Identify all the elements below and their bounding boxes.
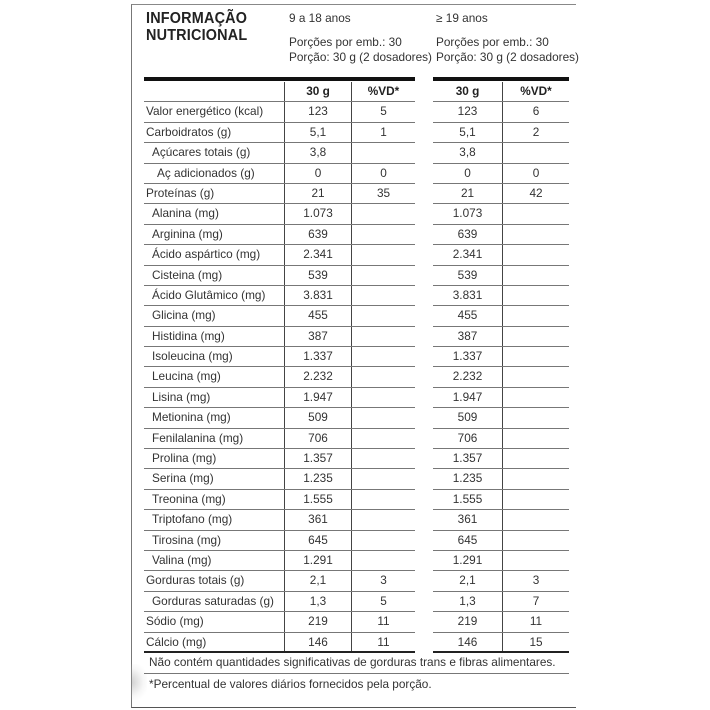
table-row [433,531,569,551]
table-row [433,388,569,408]
nutrient-name: Arginina (mg) [152,226,223,241]
group-header-children [289,11,432,65]
nutrient-quantity: 539 [284,266,351,285]
table-row [433,469,569,489]
nutrient-quantity: 639 [457,226,478,241]
table-row [144,633,415,653]
nutrient-name: Isoleucina (mg) [152,349,233,364]
table-row [433,510,569,530]
table-header-row [144,82,415,102]
nutrient-daily-value [351,408,415,427]
nutrient-quantity: 2.341 [452,247,483,262]
nutrient-quantity: 0 [464,165,471,180]
nutrient-quantity: 1.073 [284,204,351,223]
table-row [433,204,569,224]
table-row [433,347,569,367]
nutrient-daily-value [351,204,415,223]
table-row [144,408,415,428]
nutrient-daily-value [502,469,569,488]
nutrient-daily-value [351,449,415,468]
nutrient-daily-value: 15 [502,633,569,651]
nutrient-daily-value: 0 [502,164,569,183]
nutrient-daily-value [351,388,415,407]
nutrient-name: Valina (mg) [152,552,212,567]
table-row [433,367,569,387]
nutrient-daily-value [502,510,569,529]
daily-value-column-header: %VD* [502,82,569,101]
nutrient-quantity: 645 [284,531,351,550]
table-row [144,531,415,551]
nutrient-daily-value: 1 [351,123,415,142]
nutrient-name: Fenilalanina (mg) [152,430,244,445]
nutrient-quantity: 706 [284,429,351,448]
label-title [146,10,267,44]
servings-per-package: Porções por emb.: 30 [289,35,402,49]
nutrient-daily-value: 7 [502,592,569,611]
nutrient-daily-value [351,306,415,325]
nutrient-daily-value: 0 [351,164,415,183]
table-row [144,225,415,245]
table-row [433,306,569,326]
nutrient-quantity: 509 [284,408,351,427]
scan-shadow [131,664,147,700]
daily-value-column-header: %VD* [351,82,415,101]
table-header-row [433,82,569,102]
table-row [144,123,415,143]
nutrient-quantity: 455 [284,306,351,325]
nutrient-daily-value: 11 [351,633,415,651]
nutrient-daily-value [351,469,415,488]
nutrient-quantity: 1.337 [452,349,483,364]
table-row [144,306,415,326]
nutrient-daily-value [502,225,569,244]
table-row [144,143,415,163]
nutrient-name: Treonina (mg) [152,491,226,506]
nutrient-daily-value [351,531,415,550]
nutrient-quantity: 539 [457,267,478,282]
nutrient-daily-value [351,367,415,386]
nutrient-daily-value [351,347,415,366]
nutrient-daily-value [351,429,415,448]
nutrient-quantity: 3.831 [452,287,483,302]
nutrient-quantity: 1.291 [284,551,351,570]
nutrient-quantity: 455 [457,308,478,323]
nutrient-name: Cálcio (mg) [146,634,207,649]
table-row [433,449,569,469]
nutrient-quantity: 639 [284,225,351,244]
thick-rule-left [144,77,415,81]
table-row [433,245,569,265]
nutrient-quantity: 5,1 [284,123,351,142]
thick-rule-right [433,77,569,81]
nutrient-daily-value [502,266,569,285]
nutrient-daily-value: 11 [351,612,415,631]
nutrient-daily-value [351,551,415,570]
nutrient-name: Serina (mg) [152,471,214,486]
nutrient-daily-value [502,306,569,325]
label-title-line-2: NUTRICIONAL [146,27,248,44]
table-row [433,286,569,306]
nutrient-quantity: 1,3 [459,593,476,608]
nutrient-name: Aç adicionados (g) [157,165,255,180]
nutrient-quantity: 1.073 [452,206,483,221]
nutrient-name: Açúcares totais (g) [152,145,251,160]
nutrient-quantity: 645 [457,532,478,547]
nutrient-name: Ácido aspártico (mg) [152,247,261,262]
table-row [433,184,569,204]
nutrient-quantity: 123 [457,104,478,119]
nutrient-name: Carboidratos (g) [146,124,232,139]
nutrient-name: Proteínas (g) [146,185,215,200]
nutrient-quantity: 21 [460,185,475,200]
nutrient-quantity: 361 [284,510,351,529]
table-row [144,490,415,510]
table-row [433,164,569,184]
nutrient-quantity: 219 [284,612,351,631]
nutrient-daily-value: 2 [502,123,569,142]
nutrient-daily-value [502,367,569,386]
table-row [144,612,415,632]
nutrient-quantity: 1.291 [452,552,483,567]
footnote-daily-value: *Percentual de valores diários fornecidos pela porção. [149,676,432,691]
nutrient-name: Prolina (mg) [152,451,217,466]
table-row [433,143,569,163]
age-group-label: ≥ 19 anos [436,11,488,25]
quantity-column-header: 30 g [284,82,351,101]
table-row [433,408,569,428]
nutrient-daily-value [502,204,569,223]
nutrient-name: Triptofano (mg) [152,512,233,527]
table-row [144,367,415,387]
portion-size: Porção: 30 g (2 dosadores) [289,50,432,64]
table-row [144,245,415,265]
table-row [144,102,415,122]
quantity-column-header: 30 g [455,84,480,98]
table-row [433,592,569,612]
nutrient-quantity: 3,8 [459,145,476,160]
nutrient-daily-value: 6 [502,102,569,121]
nutrient-quantity: 2.232 [284,367,351,386]
nutrient-quantity: 387 [284,327,351,346]
nutrient-name: Cisteina (mg) [152,267,223,282]
nutrient-quantity: 1.337 [284,347,351,366]
nutrient-daily-value [351,510,415,529]
nutrient-quantity: 2.341 [284,245,351,264]
nutrient-quantity: 1.235 [284,469,351,488]
table-row [144,347,415,367]
nutrient-quantity: 387 [457,328,478,343]
nutrient-quantity: 2,1 [459,573,476,588]
label-title-line-1: INFORMAÇÃO [146,10,248,27]
nutrient-daily-value: 3 [351,571,415,590]
nutrient-daily-value [351,490,415,509]
nutrient-daily-value: 3 [502,571,569,590]
table-row [433,429,569,449]
table-row [144,571,415,591]
nutrient-name: Ácido Glutâmico (mg) [152,287,266,302]
nutrient-quantity: 361 [457,512,478,527]
nutrient-daily-value [351,245,415,264]
nutrition-table-children [144,82,415,653]
nutrient-daily-value: 5 [351,592,415,611]
nutrient-quantity: 1,3 [284,592,351,611]
nutrient-daily-value [502,347,569,366]
nutrient-name: Glicina (mg) [152,308,216,323]
nutrient-daily-value [502,449,569,468]
nutrient-quantity: 1.357 [452,451,483,466]
table-row [433,490,569,510]
nutrient-name: Alanina (mg) [152,206,219,221]
nutrient-daily-value [502,286,569,305]
nutrient-daily-value: 42 [502,184,569,203]
nutrient-daily-value: 35 [351,184,415,203]
age-group-label: 9 a 18 anos [289,11,351,25]
nutrient-column-header [144,82,284,101]
nutrient-quantity: 706 [457,430,478,445]
nutrient-quantity: 146 [457,634,478,649]
nutrient-daily-value [502,408,569,427]
table-row [144,388,415,408]
table-row [144,551,415,571]
table-row [144,327,415,347]
nutrient-daily-value [351,143,415,162]
nutrient-quantity: 219 [457,614,478,629]
servings-per-package: Porções por emb.: 30 [436,35,549,49]
nutrient-quantity: 1.555 [284,490,351,509]
nutrient-quantity: 123 [284,102,351,121]
table-row [433,123,569,143]
nutrient-name: Metionina (mg) [152,410,231,425]
nutrient-name: Gorduras saturadas (g) [152,593,274,608]
table-row [144,510,415,530]
nutrient-quantity: 1.555 [452,491,483,506]
table-row [144,286,415,306]
nutrient-quantity: 1.947 [284,388,351,407]
nutrient-quantity: 5,1 [459,124,476,139]
table-row [144,449,415,469]
nutrient-quantity: 3,8 [284,143,351,162]
table-row [433,571,569,591]
table-row [433,102,569,122]
nutrient-name: Leucina (mg) [152,369,221,384]
group-header-adults [436,11,579,65]
nutrient-quantity: 1.357 [284,449,351,468]
nutrient-daily-value [351,286,415,305]
table-row [433,266,569,286]
portion-size: Porção: 30 g (2 dosadores) [436,50,579,64]
table-row [144,266,415,286]
table-row [433,633,569,653]
nutrient-quantity: 21 [284,184,351,203]
nutrition-table-adults [433,82,569,653]
table-row [433,327,569,347]
nutrient-quantity: 509 [457,410,478,425]
nutrient-daily-value [502,429,569,448]
nutrient-daily-value [351,266,415,285]
footnote-divider [144,673,569,674]
table-row [144,469,415,489]
table-row [144,204,415,224]
nutrient-daily-value [351,327,415,346]
nutrient-daily-value [502,327,569,346]
nutrient-quantity: 2,1 [284,571,351,590]
nutrient-name: Valor energético (kcal) [146,104,264,119]
nutrient-name: Gorduras totais (g) [146,573,245,588]
nutrient-quantity: 146 [284,633,351,651]
nutrient-quantity: 0 [284,164,351,183]
nutrient-daily-value [502,388,569,407]
nutrient-name: Tirosina (mg) [152,532,222,547]
table-row [433,612,569,632]
nutrient-name: Histidina (mg) [152,328,225,343]
table-row [144,429,415,449]
nutrient-daily-value [502,245,569,264]
nutrient-daily-value [502,551,569,570]
nutrient-quantity: 1.235 [452,471,483,486]
table-row [144,184,415,204]
nutrient-daily-value [502,490,569,509]
table-row [144,164,415,184]
nutrient-name: Lisina (mg) [152,389,211,404]
nutrient-name: Sódio (mg) [146,614,204,629]
nutrient-daily-value [502,143,569,162]
nutrient-daily-value [502,531,569,550]
nutrient-quantity: 3.831 [284,286,351,305]
table-row [433,551,569,571]
table-row [433,225,569,245]
nutrient-daily-value: 11 [502,612,569,631]
nutrient-quantity: 2.232 [452,369,483,384]
footnote-trans-fat: Não contém quantidades significativas de gorduras trans e fibras alimentares. [149,654,556,669]
nutrient-quantity: 1.947 [452,389,483,404]
nutrient-daily-value [351,225,415,244]
table-row [144,592,415,612]
nutrient-daily-value: 5 [351,102,415,121]
